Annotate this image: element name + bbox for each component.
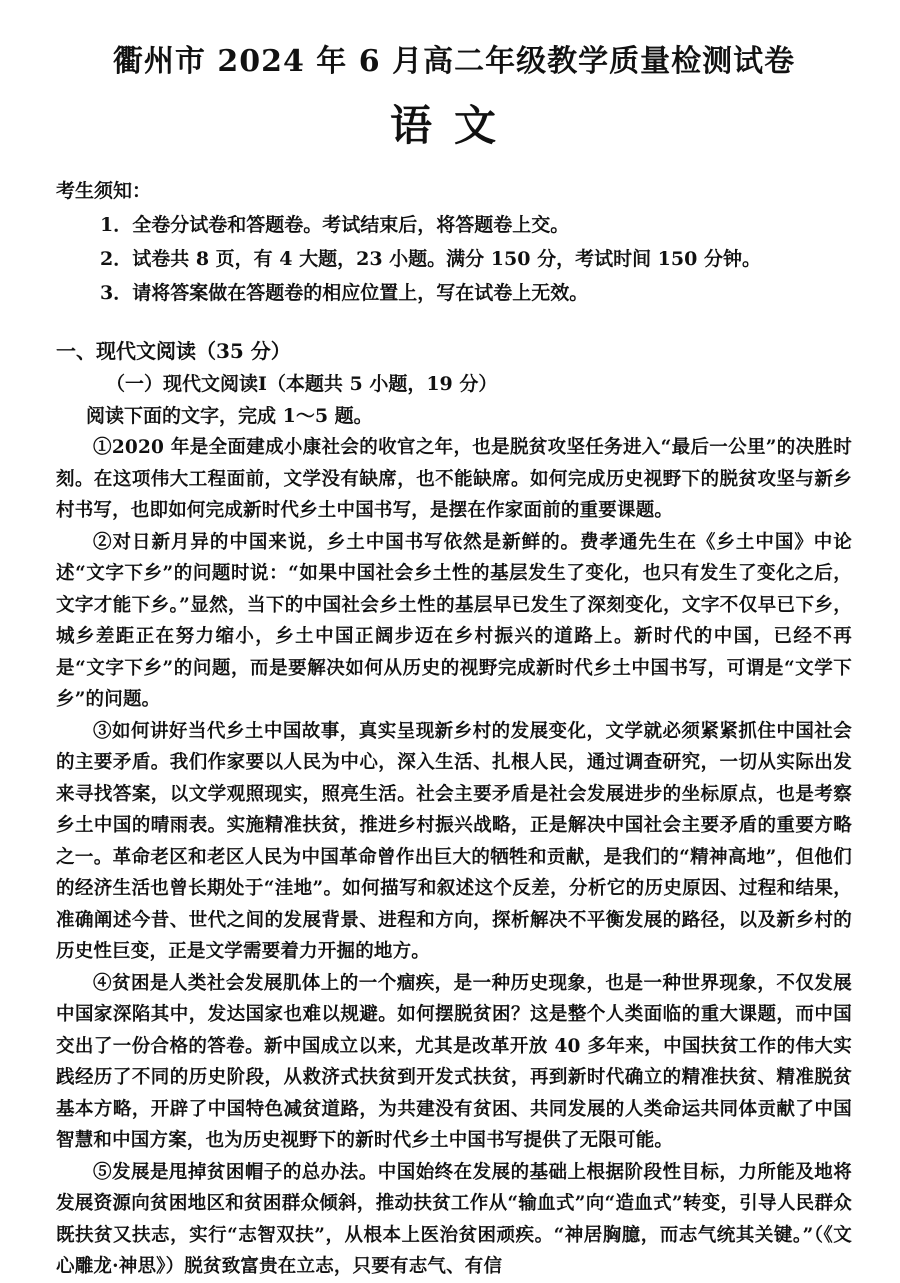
- exam-title: 衢州市 2024 年 6 月高二年级教学质量检测试卷: [112, 44, 796, 79]
- paragraph-1: ①2020 年是全面建成小康社会的收官之年，也是脱贫攻坚任务进入“最后一公里”的决胜时刻。在这项伟大工程面前，文学没有缺席，也不能缺席。如何完成历史视野下的脱贫攻坚与新乡村书写，也即如何完成新时代乡土中国书写，是摆在作家面前的重要课题。: [56, 437, 852, 521]
- notice-heading: 考生须知：: [56, 180, 152, 202]
- reading-instruction: 阅读下面的文字，完成 1～5 题。: [86, 405, 373, 427]
- notice-item-1: 1．全卷分试卷和答题卷。考试结束后，将答题卷上交。: [100, 214, 570, 236]
- subject-title: 语文: [389, 101, 518, 150]
- paragraph-4: ④贫困是人类社会发展肌体上的一个痼疾，是一种历史现象，也是一种世界现象，不仅发展中国家深陷其中，发达国家也难以规避。如何摆脱贫困？这是整个人类面临的重大课题，而中国交出了一份合格的答卷。新中国成立以来，尤其是改革开放 40 多年来，中国扶贫工作的伟大实践经历了不同的历史阶段，从救济式扶贫到开发式扶贫，再到新时代确立的精准扶贫、精准脱贫基本方略，开辟了中国特色减贫道路，为共建没有贫困、共同发展的人类命运共同体贡献了中国智慧和中国方案，也为历史视野下的新时代乡土中国书写提供了无限可能。: [56, 972, 852, 1151]
- paragraph-3: ③如何讲好当代乡土中国故事，真实呈现新乡村的发展变化，文学就必须紧紧抓住中国社会的主要矛盾。我们作家要以人民为中心，深入生活、扎根人民，通过调查研究，一切从实际出发来寻找答案，以文学观照现实，照亮生活。社会主要矛盾是社会发展进步的坐标原点，也是考察乡土中国的晴雨表。实施精准扶贫，推进乡村振兴战略，正是解决中国社会主要矛盾的重要方略之一。革命老区和老区人民为中国革命曾作出巨大的牺牲和贡献，是我们的“精神高地”，但他们的经济生活也曾长期处于“洼地”。如何描写和叙述这个反差，分析它的历史原因、过程和结果，准确阐述今昔、世代之间的发展背景、进程和方向，探析解决不平衡发展的路径，以及新乡村的历史性巨变，正是文学需要着力开掘的地方。: [56, 720, 852, 962]
- notice-item-2: 2．试卷共 8 页，有 4 大题，23 小题。满分 150 分，考试时间 150 分钟。: [100, 248, 761, 270]
- paragraph-2: ②对日新月异的中国来说，乡土中国书写依然是新鲜的。费孝通先生在《乡土中国》中论述“文字下乡”的问题时说：“如果中国社会乡土性的基层发生了变化，也只有发生了变化之后，文字才能下乡。”显然，当下的中国社会乡土性的基层早已发生了深刻变化，文字不仅早已下乡，城乡差距正在努力缩小，乡土中国正阔步迈在乡村振兴的道路上。新时代的中国，已经不再是“文字下乡”的问题，而是要解决如何从历史的视野完成新时代乡土中国书写，可谓是“文学下乡”的问题。: [56, 531, 852, 710]
- subsection-heading: （一）现代文阅读Ⅰ（本题共 5 小题，19 分）: [106, 373, 498, 395]
- section-heading: 一、现代文阅读（35 分）: [56, 339, 291, 363]
- notice-item-3: 3．请将答案做在答题卷的相应位置上，写在试卷上无效。: [100, 282, 589, 304]
- paragraph-5: ⑤发展是甩掉贫困帽子的总办法。中国始终在发展的基础上根据阶段性目标，力所能及地将发展资源向贫困地区和贫困群众倾斜，推动扶贫工作从“输血式”向“造血式”转变，引导人民群众既扶贫又扶志，实行“志智双扶”，从根本上医治贫困顽疾。“神居胸臆，而志气统其关键。”（《文心雕龙·神思》）脱贫致富贵在立志，只要有志气、有信: [56, 1161, 852, 1277]
- notice-list: [56, 208, 852, 310]
